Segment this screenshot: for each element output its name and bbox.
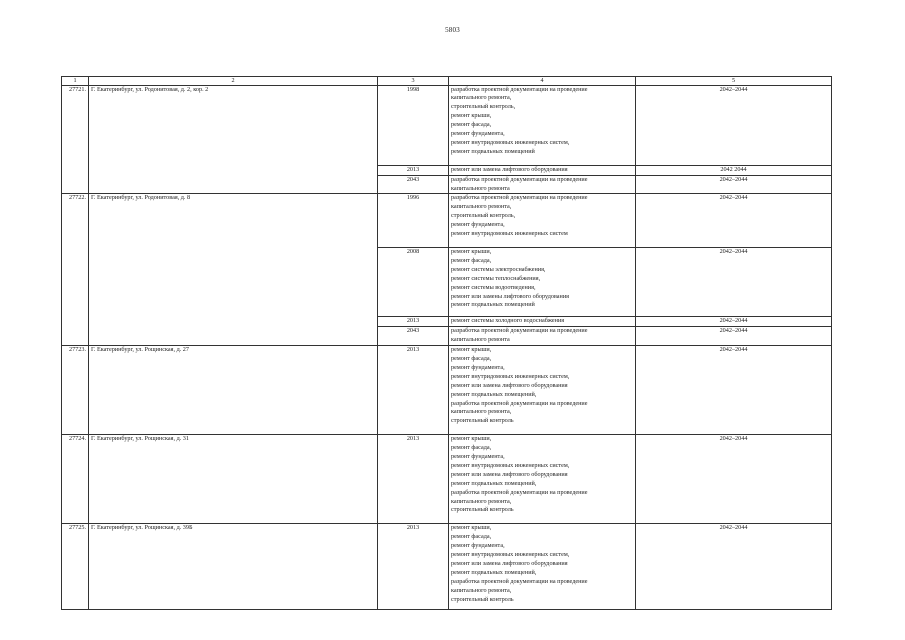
repair-year: 2013 [378, 165, 449, 175]
work-item: ремонт подвальных помещений, [451, 568, 537, 576]
works-list [449, 524, 636, 609]
work-item: ремонт фундамента, [451, 453, 505, 461]
work-item: ремонт или замена лифтового оборудования [451, 165, 568, 173]
table-row [62, 524, 832, 609]
planned-period: 2042–2044 [636, 435, 832, 524]
work-item: капитального ремонта, [451, 586, 512, 594]
work-item: ремонт фундамента, [451, 542, 505, 550]
building-address: Г. Екатеринбург, ул. Родонитовая, д. 8 [89, 194, 378, 346]
work-item: ремонт подвальных помещений [451, 147, 535, 155]
work-item: ремонт подвальных помещений, [451, 479, 537, 487]
repair-year: 1996 [378, 194, 449, 248]
works-list [449, 165, 636, 175]
work-item: ремонт крыши, [451, 435, 492, 443]
work-item: ремонт системы холодного водоснабжения [451, 317, 565, 325]
work-item: строительный контроль [451, 595, 514, 603]
column-header: 1 [62, 77, 89, 86]
work-item: разработка проектной документации на проведение [451, 488, 588, 496]
column-header: 2 [89, 77, 378, 86]
page-number: 5803 [445, 26, 460, 34]
work-item: разработка проектной документации на проведение [451, 399, 588, 407]
works-list [449, 85, 636, 165]
work-item: капитального ремонта, [451, 94, 512, 102]
building-address: Г. Екатеринбург, ул. Рощинская, д. 31 [89, 435, 378, 524]
work-item: ремонт или замена лифтового оборудования [451, 381, 568, 389]
row-number: 27724. [62, 435, 89, 524]
work-item: разработка проектной документации на проведение [451, 175, 588, 183]
work-item: ремонт системы теплоснабжения, [451, 274, 541, 282]
building-address: Г. Екатеринбург, ул. Рощинская, д. 39Б [89, 524, 378, 609]
row-number: 27723. [62, 346, 89, 435]
works-list [449, 327, 636, 346]
work-item: разработка проектной документации на проведение [451, 85, 588, 93]
table-row [62, 194, 832, 248]
work-item: строительный контроль [451, 506, 514, 514]
works-list [449, 248, 636, 317]
repair-plan-table [61, 76, 832, 610]
work-item: ремонт подвальных помещений [451, 301, 535, 309]
planned-period: 2042–2044 [636, 327, 832, 346]
works-list [449, 194, 636, 248]
works-list [449, 317, 636, 327]
work-item: капитального ремонта, [451, 408, 512, 416]
work-item: разработка проектной документации на проведение [451, 577, 588, 585]
planned-period: 2042–2044 [636, 317, 832, 327]
work-item: ремонт фасада, [451, 533, 492, 541]
work-item: ремонт фасада, [451, 444, 492, 452]
work-item: ремонт внутридомовых инженерных систем, [451, 551, 570, 559]
work-item: ремонт внутридомовых инженерных систем [451, 230, 568, 238]
work-item: ремонт внутридомовых инженерных систем, [451, 138, 570, 146]
repair-year: 2043 [378, 327, 449, 346]
table-row [62, 435, 832, 524]
planned-period: 2042–2044 [636, 248, 832, 317]
repair-year: 2013 [378, 346, 449, 435]
work-item: разработка проектной документации на проведение [451, 327, 588, 335]
table-row [62, 85, 832, 165]
work-item: капитального ремонта, [451, 203, 512, 211]
row-number: 27721. [62, 85, 89, 194]
repair-year: 1998 [378, 85, 449, 165]
planned-period: 2042–2044 [636, 524, 832, 609]
building-address: Г. Екатеринбург, ул. Рощинская, д. 27 [89, 346, 378, 435]
column-header: 4 [449, 77, 636, 86]
planned-period: 2042–2044 [636, 175, 832, 194]
work-item: ремонт или замена лифтового оборудования [451, 560, 568, 567]
work-item: ремонт крыши, [451, 112, 492, 120]
work-item: ремонт фундамента, [451, 363, 505, 371]
table-row [62, 346, 832, 435]
repair-year: 2008 [378, 248, 449, 317]
work-item: разработка проектной документации на проведение [451, 194, 588, 202]
work-item: ремонт подвальных помещений, [451, 390, 537, 398]
work-item: строительный контроль, [451, 103, 516, 111]
repair-year: 2013 [378, 317, 449, 327]
planned-period: 2042 2044 [636, 165, 832, 175]
row-number: 27722. [62, 194, 89, 346]
work-item: ремонт фундамента, [451, 130, 505, 138]
work-item: строительный контроль [451, 417, 514, 425]
building-address: Г. Екатеринбург, ул. Родонитовая, д. 2, кор. 2 [89, 85, 378, 194]
work-item: ремонт системы электроснабжения, [451, 265, 546, 273]
work-item: ремонт фундамента, [451, 221, 505, 229]
work-item: ремонт фасада, [451, 354, 492, 362]
work-item: ремонт крыши, [451, 346, 492, 354]
planned-period: 2042–2044 [636, 346, 832, 435]
column-header: 5 [636, 77, 832, 86]
work-item: ремонт внутридомовых инженерных систем, [451, 372, 570, 380]
work-item: ремонт или замены лифтового оборудования [451, 292, 570, 300]
work-item: капитального ремонта, [451, 497, 512, 505]
work-item: ремонт или замена лифтового оборудования [451, 470, 568, 478]
planned-period: 2042–2044 [636, 194, 832, 248]
work-item: капитального ремонта [451, 336, 510, 344]
work-item: ремонт системы водоотведения, [451, 283, 536, 291]
repair-year: 2043 [378, 175, 449, 194]
work-item: капитального ремонта [451, 184, 510, 192]
planned-period: 2042–2044 [636, 85, 832, 165]
repair-year: 2013 [378, 435, 449, 524]
column-header: 3 [378, 77, 449, 86]
work-item: ремонт фасада, [451, 256, 492, 264]
works-list [449, 346, 636, 435]
works-list [449, 175, 636, 194]
work-item: ремонт внутридомовых инженерных систем, [451, 461, 570, 469]
works-list [449, 435, 636, 524]
work-item: строительный контроль, [451, 212, 516, 220]
work-item: ремонт крыши, [451, 524, 492, 532]
work-item: ремонт фасада, [451, 121, 492, 129]
table-header-row [62, 77, 832, 86]
repair-year: 2013 [378, 524, 449, 609]
row-number: 27725. [62, 524, 89, 609]
work-item: ремонт крыши, [451, 248, 492, 255]
